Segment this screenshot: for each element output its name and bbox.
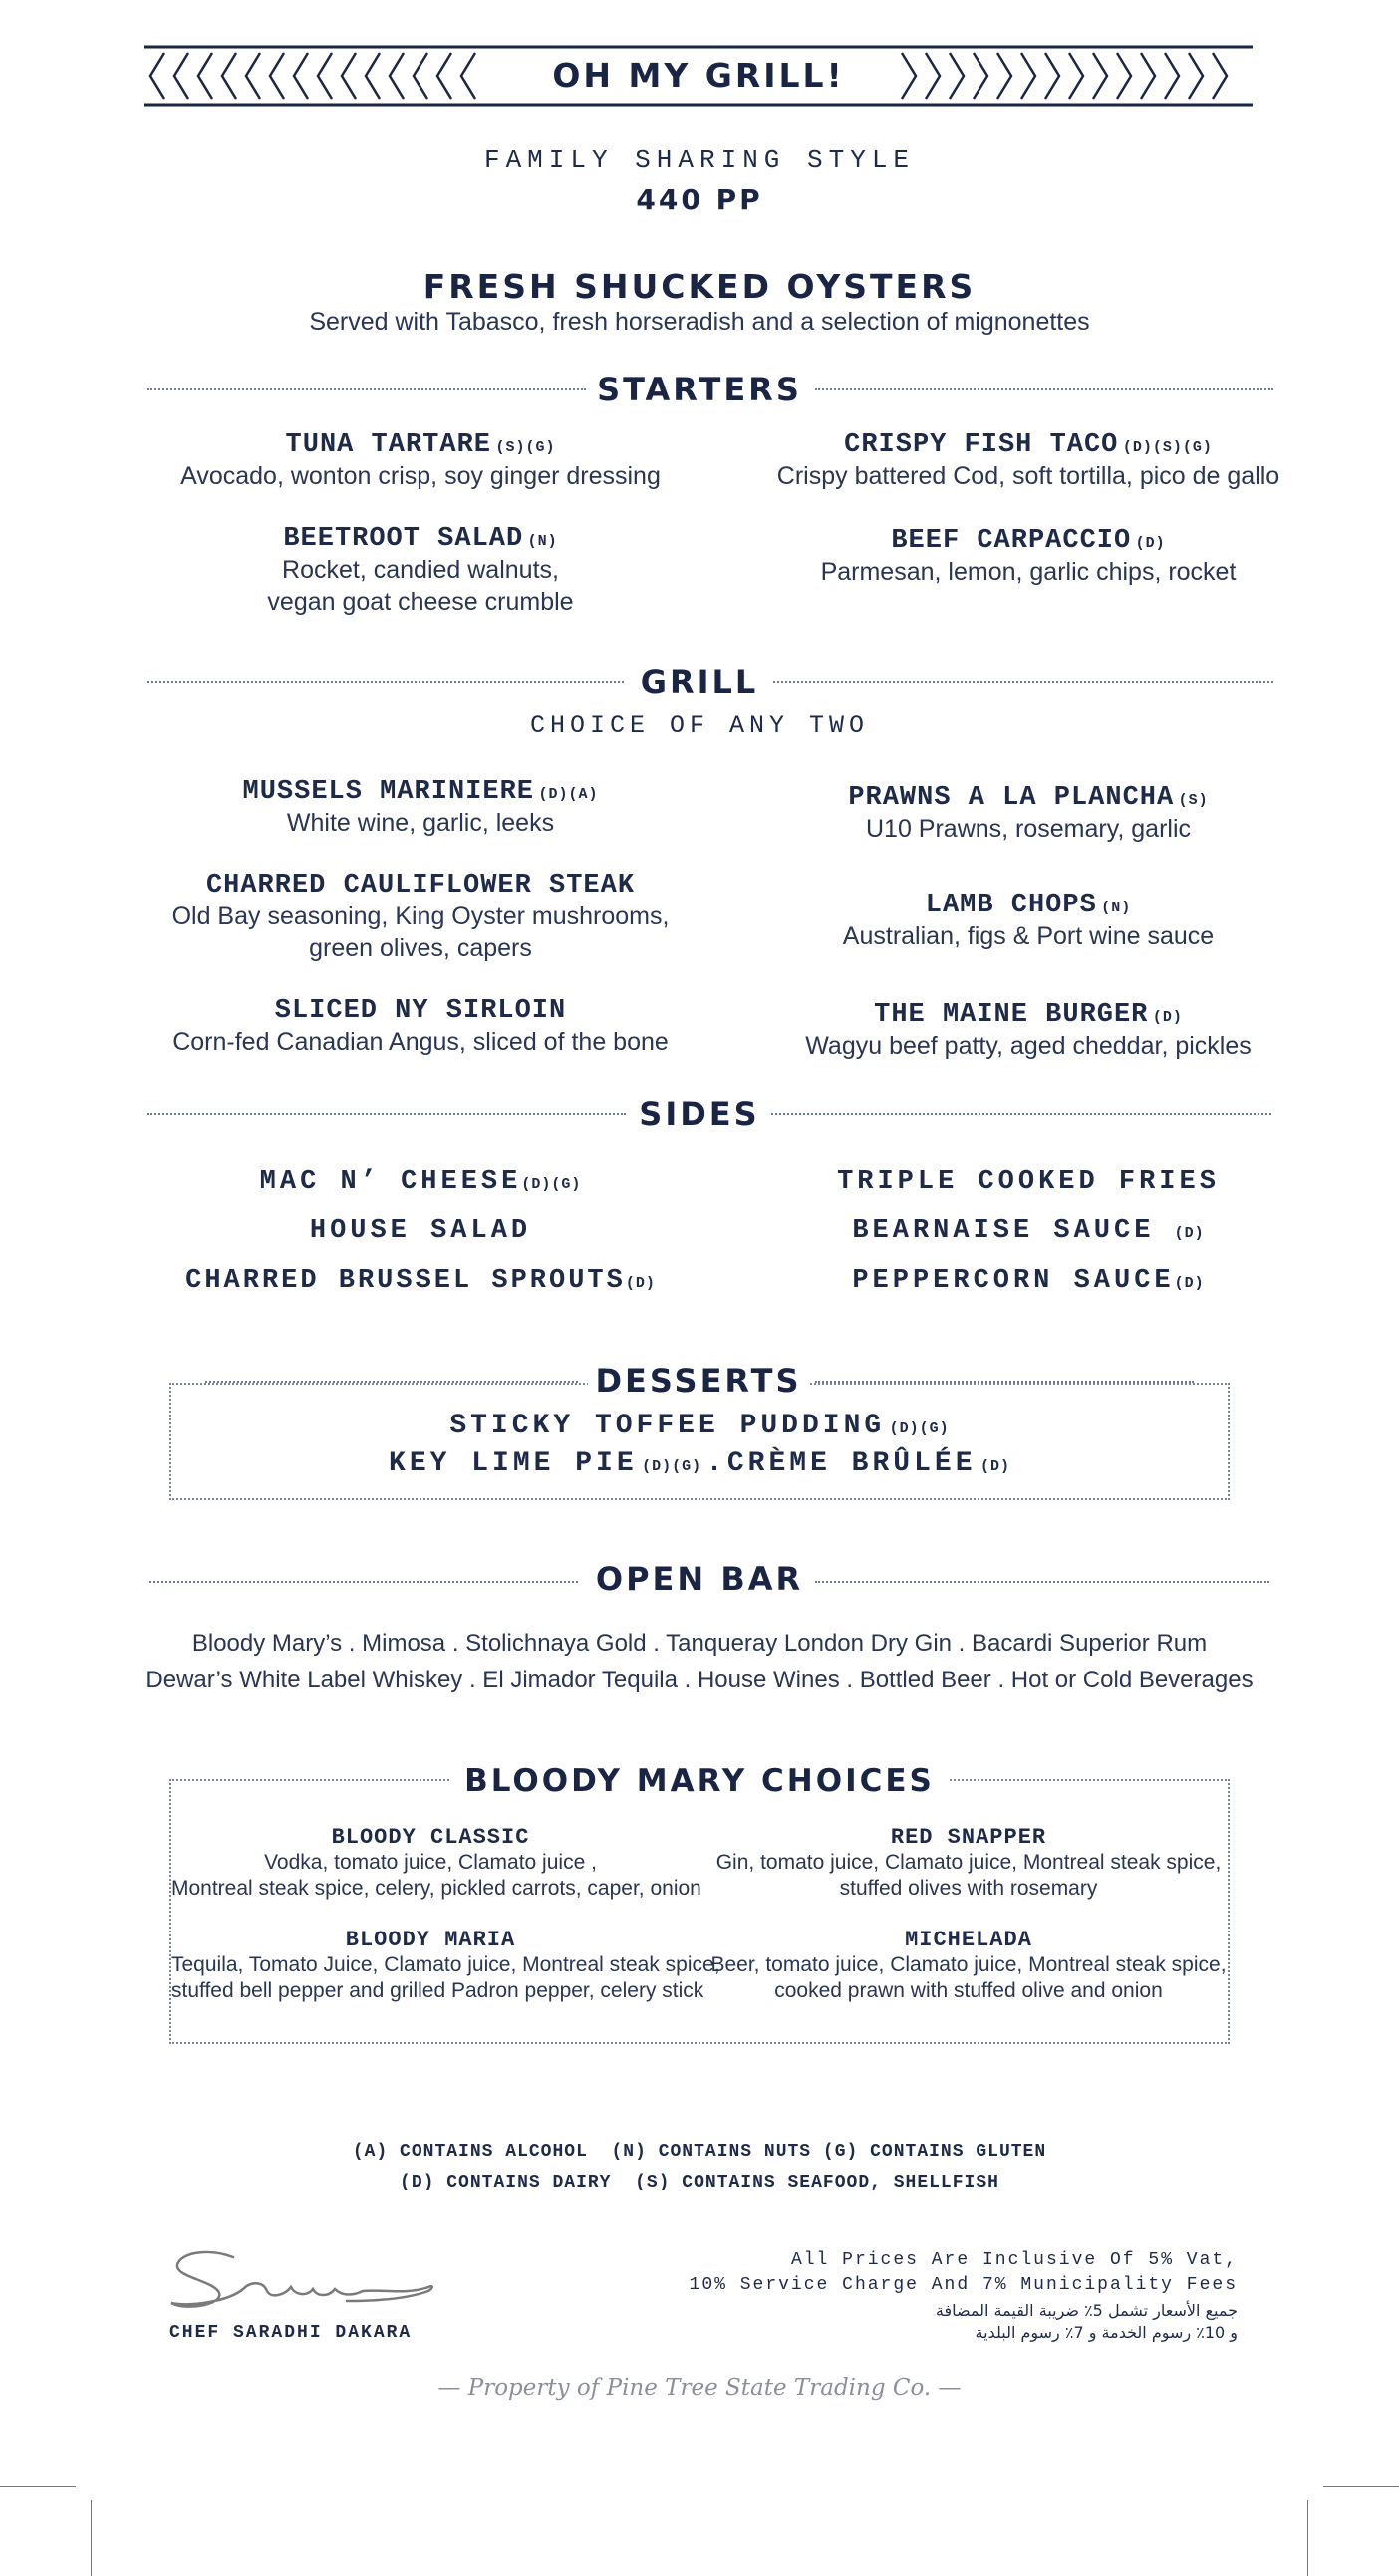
open-bar-line-2: Dewar’s White Label Whiskey . El Jimador Tequila . House Wines . Bottled Beer . Hot or Cold Beverages	[145, 1667, 1254, 1693]
grill-subtitle: CHOICE OF ANY TWO	[529, 711, 870, 740]
restaurant-title: OH MY GRILL!	[552, 56, 845, 95]
item-name: THE MAINE BURGER	[874, 1000, 1149, 1030]
item-name: CRISPY FISH TACO	[844, 430, 1119, 460]
allergen-tags: (D)	[979, 1458, 1010, 1475]
open-bar-title: OPEN BAR	[595, 1560, 804, 1598]
allergen-legend-line-1: (A) CONTAINS ALCOHOL (N) CONTAINS NUTS (G) CONTAINS GLUTEN	[352, 2142, 1047, 2162]
side-item	[729, 1266, 1327, 1296]
item-description: Vodka, tomato juice, Clamato juice ,	[264, 1851, 597, 1874]
menu-item	[122, 524, 719, 618]
item-name: PRAWNS A LA PLANCHA	[848, 783, 1175, 813]
item-name: PEPPERCORN SAUCE	[852, 1266, 1175, 1296]
menu-item	[729, 891, 1327, 952]
item-name: BEETROOT SALAD	[283, 524, 524, 554]
menu-item	[122, 871, 719, 964]
item-description: stuffed bell pepper and grilled Padron pepper, celery stick	[171, 1979, 704, 2002]
item-name: TRIPLE COOKED FRIES	[837, 1167, 1220, 1197]
item-name: RED SNAPPER	[890, 1825, 1047, 1850]
item-description: Australian, figs & Port wine sauce	[842, 922, 1215, 950]
dessert-name: KEY LIME PIE	[389, 1448, 638, 1479]
allergen-tags: (D)(G)	[521, 1176, 582, 1193]
desserts-title: DESSERTS	[588, 1362, 809, 1400]
allergen-tags: (D)(S)(G)	[1122, 439, 1213, 456]
item-description: Corn-fed Canadian Angus, sliced of the bone	[172, 1028, 669, 1056]
item-name: SLICED NY SIRLOIN	[274, 996, 567, 1026]
item-name: MAC N’ CHEESE	[259, 1167, 522, 1197]
divider	[815, 1381, 1194, 1383]
crop-mark	[1307, 2500, 1308, 2576]
oysters-description: Served with Tabasco, fresh horseradish and a selection of mignonettes	[309, 308, 1090, 336]
item-description: vegan goat cheese crumble	[267, 588, 574, 616]
side-item	[122, 1216, 719, 1246]
dessert-separator: .	[705, 1448, 723, 1479]
sharing-style: FAMILY SHARING STYLE	[483, 145, 916, 175]
allergen-tags: (D)(G)	[889, 1420, 950, 1437]
allergen-tags: (D)(A)	[538, 786, 599, 803]
item-description: green olives, capers	[309, 934, 532, 962]
menu-item	[729, 783, 1327, 845]
divider	[205, 1381, 578, 1383]
item-name: MICHELADA	[905, 1928, 1032, 1952]
dessert-line-2	[0, 1448, 1399, 1479]
price-per-person: 440 PP	[636, 183, 763, 216]
allergen-tags: (D)	[1135, 535, 1166, 552]
chef-signature	[167, 2245, 438, 2325]
allergen-tags: (S)(G)	[495, 439, 556, 456]
allergen-legend-line-2: (D) CONTAINS DAIRY (S) CONTAINS SEAFOOD, SHELLFISH	[400, 2173, 999, 2192]
item-description: Beer, tomato juice, Clamato juice, Montreal steak spice,	[710, 1953, 1227, 1976]
cocktail-item	[709, 1928, 1228, 2004]
menu-item	[122, 777, 719, 839]
crop-mark	[0, 2486, 76, 2487]
grill-title: GRILL	[640, 663, 759, 701]
item-name: CHARRED CAULIFLOWER STEAK	[205, 871, 636, 901]
menu-item	[122, 996, 719, 1058]
starters-title: STARTERS	[597, 371, 802, 408]
menu-item	[729, 1000, 1327, 1062]
bloody-mary-box	[169, 1779, 1230, 2044]
price-note-arabic-2: و 10٪ رسوم الخدمة و 7٪ رسوم البلدية	[975, 2323, 1238, 2342]
dessert-name: STICKY TOFFEE PUDDING	[449, 1411, 886, 1441]
price-note-arabic-1: جميع الأسعار تشمل 5٪ ضريبة القيمة المضافة	[935, 2301, 1238, 2320]
item-description: Gin, tomato juice, Clamato juice, Montreal steak spice,	[715, 1851, 1222, 1874]
item-description: Montreal steak spice, celery, pickled carrots, caper, onion	[171, 1877, 701, 1900]
item-name: BLOODY CLASSIC	[331, 1825, 530, 1850]
item-name: BLOODY MARIA	[345, 1928, 516, 1952]
chef-name: CHEF SARADHI DAKARA	[169, 2323, 413, 2343]
open-bar-line-1: Bloody Mary’s . Mimosa . Stolichnaya Gold . Tanqueray London Dry Gin . Bacardi Superior Rum	[191, 1630, 1208, 1657]
item-description: Wagyu beef patty, aged cheddar, pickles	[805, 1032, 1252, 1060]
property-footer: — Property of Pine Tree State Trading Co. —	[437, 2375, 962, 2401]
item-name: HOUSE SALAD	[309, 1216, 532, 1246]
price-note-line-2: 10% Service Charge And 7% Municipality Fees	[689, 2275, 1238, 2295]
oysters-title: FRESH SHUCKED OYSTERS	[422, 267, 977, 306]
item-description: White wine, garlic, leeks	[286, 809, 555, 837]
item-description: Rocket, candied walnuts,	[282, 556, 559, 584]
allergen-tags: (D)	[625, 1275, 656, 1292]
item-description: Parmesan, lemon, garlic chips, rocket	[820, 558, 1237, 586]
side-item	[729, 1216, 1327, 1246]
item-name: LAMB CHOPS	[925, 891, 1097, 920]
menu-item	[122, 430, 719, 492]
side-item	[729, 1167, 1327, 1197]
bloody-mary-title: BLOODY MARY CHOICES	[450, 1763, 949, 1799]
item-description: Tequila, Tomato Juice, Clamato juice, Montreal steak spice,	[171, 1953, 720, 1976]
allergen-tags: (D)	[1174, 1275, 1205, 1292]
allergen-tags: (N)	[527, 533, 558, 550]
desserts-box	[169, 1383, 1230, 1500]
allergen-tags: (S)	[1178, 792, 1209, 809]
dessert-line-1	[0, 1411, 1399, 1441]
cocktail-item	[709, 1825, 1228, 1902]
sides-title: SIDES	[639, 1095, 760, 1133]
dessert-name: CRÈME BRÛLÉE	[726, 1448, 977, 1479]
allergen-tags: (D)	[1174, 1225, 1205, 1242]
item-name: BEEF CARPACCIO	[891, 526, 1132, 556]
item-name: CHARRED BRUSSEL SPROUTS	[185, 1266, 626, 1296]
item-description: stuffed olives with rosemary	[839, 1877, 1098, 1900]
cocktail-item	[171, 1825, 701, 1902]
item-name: MUSSELS MARINIERE	[242, 777, 534, 807]
crop-mark	[1323, 2486, 1399, 2487]
allergen-tags: (D)(G)	[642, 1458, 702, 1475]
menu-item	[729, 526, 1327, 588]
item-name: BEARNAISE SAUCE	[852, 1216, 1155, 1246]
crop-mark	[91, 2500, 92, 2576]
menu-item	[729, 430, 1327, 492]
side-item	[122, 1167, 719, 1197]
item-description: cooked prawn with stuffed olive and onion	[774, 1979, 1163, 2002]
item-description: U10 Prawns, rosemary, garlic	[865, 815, 1192, 843]
allergen-tags: (N)	[1101, 900, 1132, 916]
cocktail-item	[171, 1928, 720, 2004]
price-note-line-1: All Prices Are Inclusive Of 5% Vat,	[790, 2250, 1238, 2270]
item-description: Avocado, wonton crisp, soy ginger dressing	[180, 462, 661, 490]
item-description: Old Bay seasoning, King Oyster mushrooms,	[171, 902, 670, 930]
item-name: TUNA TARTARE	[285, 430, 491, 460]
side-item	[122, 1266, 719, 1296]
allergen-tags: (D)	[1152, 1009, 1183, 1026]
item-description: Crispy battered Cod, soft tortilla, pico de gallo	[776, 462, 1280, 490]
